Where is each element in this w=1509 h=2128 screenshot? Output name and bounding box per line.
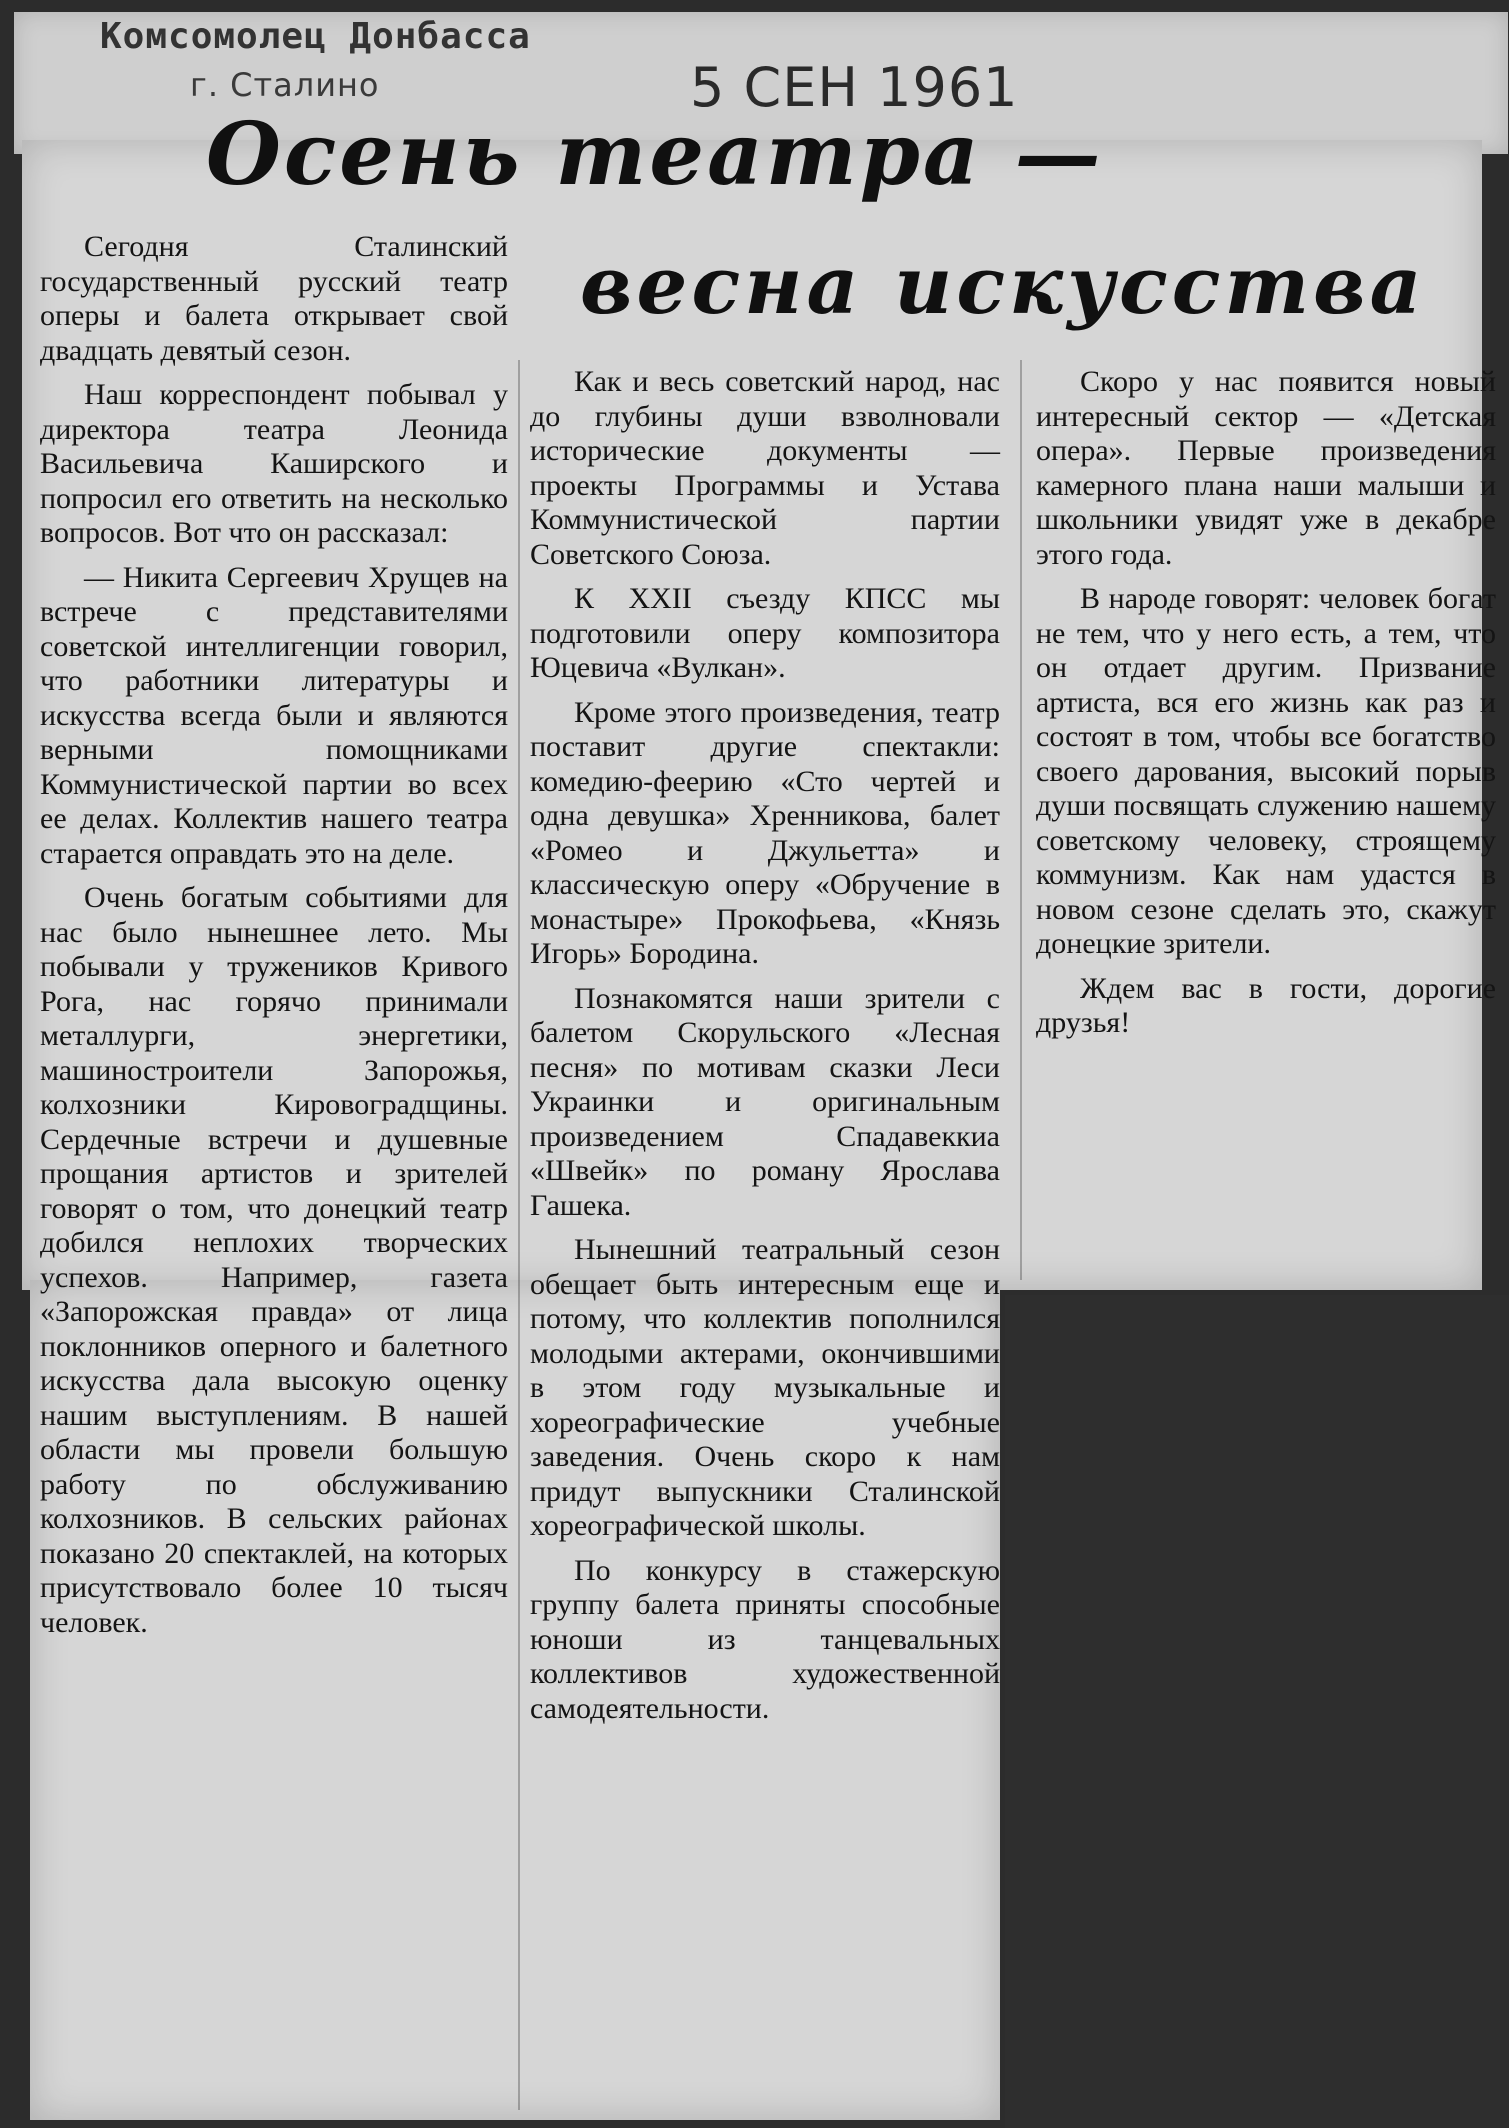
article-column-2 <box>530 365 1000 1736</box>
date-stamp: 5 СЕН 1961 <box>690 56 1019 119</box>
paragraph: — Никита Сергеевич Хрущев на встрече с представителями советской интеллигенции говорил, что работники литературы и искусства всегда были и являются верными помощниками Коммунистической партии во всех ее делах. Коллектив нашего театра старается оправдать это на деле. <box>40 560 508 870</box>
column-divider <box>518 360 520 2110</box>
paragraph: Кроме этого произведения, театр поставит другие спектакли: комедию-феерию «Сто чертей и одна девушка» Хренникова, балет «Ромео и Джульетта» и классическую оперу «Обручение в монастыре» Прокофьева, «Князь Игорь» Бородина. <box>530 695 1000 970</box>
backing-board <box>1005 1295 1509 2128</box>
paragraph: Как и весь советский народ, нас до глубины души взволновали исторические документы — проекты Программы и Устава Коммунистической партии Советского Союза. <box>530 365 1000 571</box>
paragraph: Ждем вас в гости, дорогие друзья! <box>1036 971 1496 1039</box>
paragraph: Сегодня Сталинский государственный русский театр оперы и балета открывает свой двадцать девятый сезон. <box>40 230 508 367</box>
paragraph: Нынешний театральный сезон обещает быть интересным еще и потому, что коллектив пополнился молодыми актерами, окончившими в этом году музыкальные и хореографические учебные заведения. Очень скоро к нам придут выпускники Сталинской хореографической школы. <box>530 1233 1000 1542</box>
newspaper-name: Комсомолец Донбасса <box>100 16 531 57</box>
paragraph: Познакомятся наши зрители с балетом Скорульского «Лесная песня» по мотивам сказки Леси Украинки и оригинальным произведением Спадавеккиа «Швейк» по роману Ярослава Гашека. <box>530 981 1000 1222</box>
paragraph: Очень богатым событиями для нас было нынешнее лето. Мы побывали у тружеников Кривого Рога, нас горячо принимали металлурги, энергетики, машиностроители Запорожья, колхозники Кировоградщины. Сердечные встречи и душевные прощания артистов и зрителей говорят о том, что донецкий театр добился неплохих творческих успехов. Например, газета «Запорожская правда» от лица поклонников оперного и балетного искусства дала высокую оценку нашим выступлениям. В нашей области мы провели большую работу по обслуживанию колхозников. В сельских районах показано 20 спектаклей, на которых присутствовало более 10 тысяч человек. <box>40 881 508 1639</box>
article-column-3 <box>1036 365 1496 1051</box>
paragraph: Скоро у нас появится новый интересный сектор — «Детская опера». Первые произведения камерного плана наши малыши и школьники увидят уже в декабре этого года. <box>1036 365 1496 571</box>
paragraph: В народе говорят: человек богат не тем, что у него есть, а тем, что он отдает другим. Призвание артиста, вся его жизнь как раз и состоят в том, чтобы все богатство своего дарования, высокий порыв души посвящать служению нашему советскому человеку, строящему коммунизм. Как нам удастся в новом сезоне сделать это, скажут донецкие зрители. <box>1036 582 1496 960</box>
headline-line-1: Осень театра — <box>206 104 1104 205</box>
paragraph: Наш корреспондент побывал у директора театра Леонида Васильевича Каширского и попросил его ответить на несколько вопросов. Вот что он рассказал: <box>40 378 508 549</box>
column-divider <box>1020 360 1022 1280</box>
paragraph: К XXII съезду КПСС мы подготовили оперу композитора Юцевича «Вулкан». <box>530 582 1000 684</box>
paragraph: По конкурсу в стажерскую группу балета приняты способные юноши из танцевальных коллективов художественной самодеятельности. <box>530 1553 1000 1725</box>
headline-line-2: весна искусства <box>580 238 1426 332</box>
article-column-1 <box>40 230 508 1650</box>
city-name: г. Сталино <box>190 66 380 104</box>
